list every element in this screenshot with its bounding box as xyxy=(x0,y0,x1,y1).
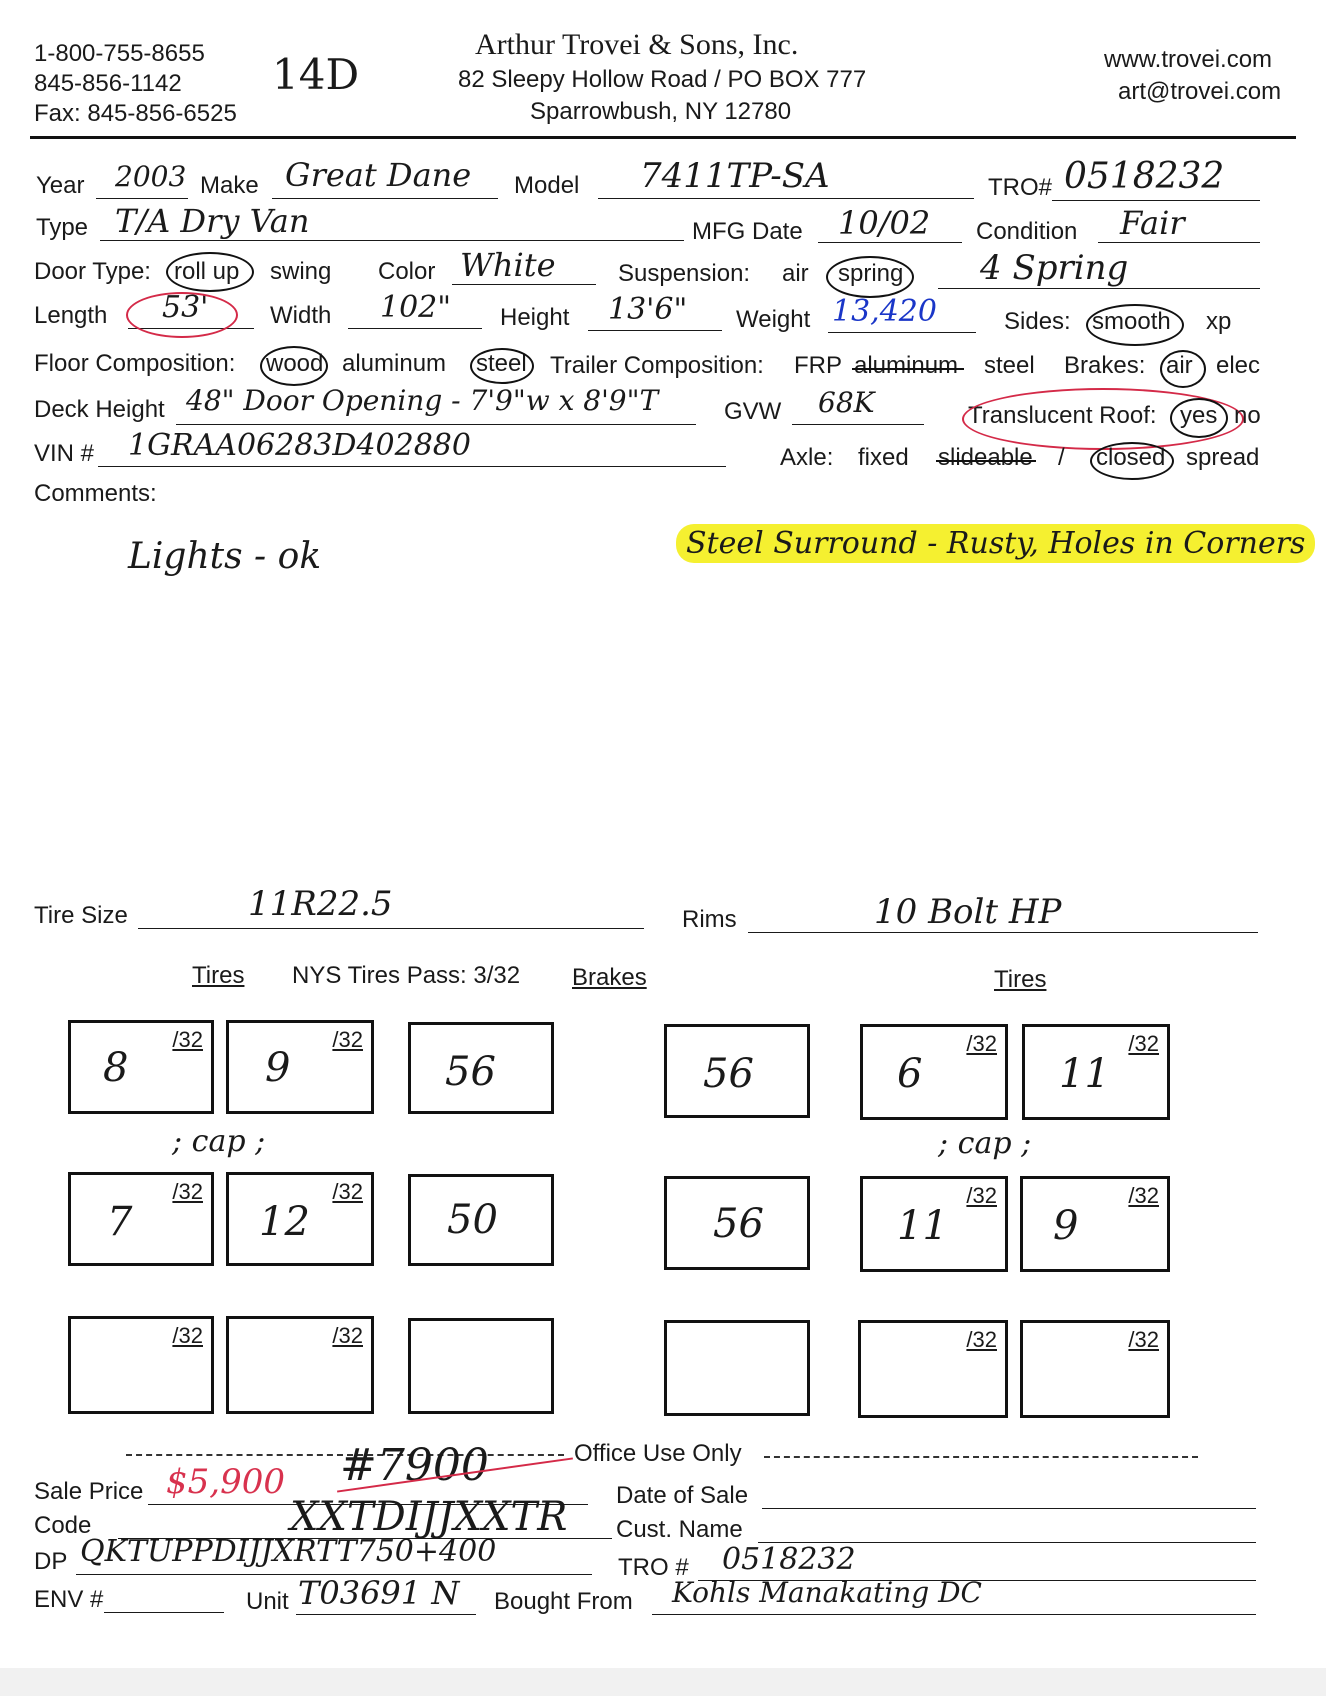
sale-price-old: #7900 xyxy=(340,1440,489,1491)
tro-label: TRO# xyxy=(988,174,1053,201)
tro-value: 0518232 xyxy=(1064,156,1225,197)
company-website: www.trovei.com xyxy=(1104,46,1273,73)
tires-header-right: Tires xyxy=(994,966,1047,993)
date-of-sale-label: Date of Sale xyxy=(616,1482,749,1509)
brakes-option-air: air xyxy=(1166,352,1193,379)
tire-tread-r1-t4: 11 xyxy=(1059,1051,1110,1097)
scan-bottom-edge xyxy=(0,1668,1326,1696)
trailer-option-frp: FRP xyxy=(794,352,842,379)
brake-value-r1-right: 56 xyxy=(703,1051,754,1097)
gvw-value: 68K xyxy=(818,386,875,419)
tire-size-value: 11R22.5 xyxy=(248,884,393,924)
floor-option-wood: wood xyxy=(266,350,324,377)
office-tro-label: TRO # xyxy=(618,1554,689,1581)
phone-primary: 1-800-755-8655 xyxy=(34,40,205,67)
suspension-label: Suspension: xyxy=(618,260,751,287)
dp-label: DP xyxy=(34,1548,68,1575)
brake-value-r2-right: 56 xyxy=(713,1201,764,1247)
tires-header-left: Tires xyxy=(192,962,245,989)
tire-size-label: Tire Size xyxy=(34,902,128,929)
length-value: 53' xyxy=(162,290,209,325)
office-use-only-title: Office Use Only xyxy=(574,1440,742,1467)
phone-secondary: 845-856-1142 xyxy=(34,70,182,97)
tire-box-r1-t3[interactable]: /32 6 xyxy=(860,1024,1008,1120)
tire-box-r1-t2[interactable]: /32 9 xyxy=(226,1020,374,1114)
trailer-option-steel: steel xyxy=(984,352,1035,379)
unit-value: T03691 N xyxy=(298,1574,460,1612)
sides-label: Sides: xyxy=(1004,308,1071,335)
tire-box-r3-t1[interactable]: /32 xyxy=(68,1316,214,1414)
brake-box-r1-right[interactable] xyxy=(664,1024,810,1118)
color-label: Color xyxy=(378,258,436,285)
brakes-option-elec: elec xyxy=(1216,352,1261,379)
customer-name-label: Cust. Name xyxy=(616,1516,743,1543)
condition-value: Fair xyxy=(1120,204,1185,242)
tire-box-r2-t1[interactable]: /32 7 xyxy=(68,1172,214,1266)
nys-tires-pass: NYS Tires Pass: 3/32 xyxy=(292,962,521,989)
tire-tread-r2-t2: 12 xyxy=(259,1199,310,1245)
tire-tread-r1-t1: 8 xyxy=(103,1045,129,1091)
env-label: ENV # xyxy=(34,1586,104,1613)
tire-box-r3-t2[interactable]: /32 xyxy=(226,1316,374,1414)
floor-option-aluminum: aluminum xyxy=(342,350,447,377)
tire-tread-r2-t1: 7 xyxy=(107,1199,133,1245)
type-label: Type xyxy=(36,214,89,241)
brakes-header: Brakes xyxy=(572,964,647,991)
tire-box-r2-t3[interactable]: /32 11 xyxy=(860,1176,1008,1272)
tire-tread-r1-t2: 9 xyxy=(265,1045,291,1091)
door-type-label: Door Type: xyxy=(34,258,151,285)
door-option-rollup: roll up xyxy=(174,258,240,285)
rims-label: Rims xyxy=(682,906,737,933)
tire-box-r2-t2[interactable]: /32 12 xyxy=(226,1172,374,1266)
mfg-label: MFG Date xyxy=(692,218,803,245)
tire-box-r1-t1[interactable]: /32 8 xyxy=(68,1020,214,1114)
tire-box-r2-t4[interactable]: /32 9 xyxy=(1020,1176,1170,1272)
code-value: XXTDIJJXXTR xyxy=(290,1494,568,1540)
door-option-swing: swing xyxy=(270,258,332,285)
deck-height-value: 48" Door Opening - 7'9"w x 8'9"T xyxy=(186,384,659,417)
sides-option-smooth: smooth xyxy=(1092,308,1171,335)
tire-tread-r2-t4: 9 xyxy=(1053,1203,1079,1249)
trailer-composition-label: Trailer Composition: xyxy=(550,352,764,379)
weight-value: 13,420 xyxy=(832,294,937,329)
model-value: 7411TP-SA xyxy=(640,156,830,196)
suspension-note: 4 Spring xyxy=(980,248,1129,288)
unit-label: Unit xyxy=(246,1588,289,1615)
axle-option-fixed: fixed xyxy=(858,444,909,471)
suspension-option-spring: spring xyxy=(838,260,904,287)
roof-option-yes: yes xyxy=(1180,402,1218,429)
axle-closed-circle xyxy=(1090,442,1174,480)
brake-box-r3-right[interactable] xyxy=(664,1320,810,1416)
header-divider xyxy=(30,136,1296,139)
brake-box-r2-left[interactable] xyxy=(408,1174,554,1266)
axle-separator: / xyxy=(1058,444,1065,471)
brake-box-r2-right[interactable] xyxy=(664,1176,810,1270)
brake-value-r1-left: 56 xyxy=(445,1049,496,1095)
height-value: 13'6" xyxy=(608,292,688,327)
translucent-roof-label: Translucent Roof: xyxy=(968,402,1157,429)
roof-option-no: no xyxy=(1234,402,1261,429)
office-tro-value: 0518232 xyxy=(722,1542,856,1577)
suspension-option-air: air xyxy=(782,260,809,287)
tire-box-r3-t3[interactable]: /32 xyxy=(858,1320,1008,1418)
condition-label: Condition xyxy=(976,218,1078,245)
rims-value: 10 Bolt HP xyxy=(874,892,1062,932)
year-value: 2003 xyxy=(115,160,187,193)
floor-wood-circle xyxy=(260,346,328,386)
width-label: Width xyxy=(270,302,332,329)
axle-slideable-strike xyxy=(936,460,1036,462)
floor-label: Floor Composition: xyxy=(34,350,236,377)
width-value: 102" xyxy=(380,290,452,325)
color-value: White xyxy=(460,246,556,284)
axle-label: Axle: xyxy=(780,444,834,471)
sides-option-xp: xp xyxy=(1206,308,1232,335)
bought-from-value: Kohls Manakating DC xyxy=(672,1576,982,1609)
comments-label: Comments: xyxy=(34,480,157,507)
weight-label: Weight xyxy=(736,306,811,333)
sale-price-new: $5,900 xyxy=(166,1462,285,1502)
company-address-line2: Sparrowbush, NY 12780 xyxy=(530,98,792,125)
length-label: Length xyxy=(34,302,108,329)
company-email: art@trovei.com xyxy=(1118,78,1282,105)
trailer-option-aluminum: aluminum xyxy=(854,352,959,379)
mfg-value: 10/02 xyxy=(838,204,931,242)
comment-lights: Lights - ok xyxy=(128,536,322,577)
make-label: Make xyxy=(200,172,259,199)
tire-box-r1-t4[interactable]: /32 11 xyxy=(1022,1024,1170,1120)
type-value: T/A Dry Van xyxy=(115,202,310,240)
sides-smooth-circle xyxy=(1086,304,1184,346)
tire-tread-r1-t3: 6 xyxy=(897,1051,923,1097)
brake-value-r2-left: 50 xyxy=(447,1197,498,1243)
axle-option-slideable: slideable xyxy=(938,444,1033,471)
tire-box-r3-t4[interactable]: /32 xyxy=(1020,1320,1170,1418)
year-label: Year xyxy=(36,172,85,199)
company-name: Arthur Trovei & Sons, Inc. xyxy=(475,28,799,61)
gvw-label: GVW xyxy=(724,398,782,425)
brake-box-r1-left[interactable] xyxy=(408,1022,554,1114)
roof-yes-circle xyxy=(1170,398,1228,438)
trailer-aluminum-strike xyxy=(852,368,964,370)
length-circle xyxy=(126,292,238,338)
axle-option-closed: closed xyxy=(1096,444,1166,471)
brakes-air-circle xyxy=(1160,350,1206,388)
comment-steel-surround: Steel Surround - Rusty, Holes in Corners xyxy=(676,524,1315,563)
tire-tread-r2-t3: 11 xyxy=(897,1203,948,1249)
brakes-label: Brakes: xyxy=(1064,352,1146,379)
fax-number: Fax: 845-856-6525 xyxy=(34,100,237,127)
height-label: Height xyxy=(500,304,570,331)
floor-option-steel: steel xyxy=(476,350,527,377)
cap-note-right: ; cap ; xyxy=(938,1126,1032,1161)
dp-value: QKTUPPDIJJXRTT750+400 xyxy=(80,1534,497,1569)
code-label: Code xyxy=(34,1512,92,1539)
sale-price-label: Sale Price xyxy=(34,1478,144,1505)
company-address-line1: 82 Sleepy Hollow Road / PO BOX 777 xyxy=(458,66,867,93)
make-value: Great Dane xyxy=(285,156,472,194)
suspension-spring-circle xyxy=(826,256,914,298)
stamp-code: 14D xyxy=(272,50,360,99)
vin-value: 1GRAA06283D402880 xyxy=(128,428,471,463)
vin-label: VIN # xyxy=(34,440,95,467)
bought-from-label: Bought From xyxy=(494,1588,633,1615)
brake-box-r3-left[interactable] xyxy=(408,1318,554,1414)
axle-option-spread: spread xyxy=(1186,444,1260,471)
cap-note-left: ; cap ; xyxy=(172,1124,266,1159)
door-rollup-circle xyxy=(166,252,254,292)
deck-height-label: Deck Height xyxy=(34,396,165,423)
floor-steel-circle xyxy=(470,348,534,384)
model-label: Model xyxy=(514,172,580,199)
